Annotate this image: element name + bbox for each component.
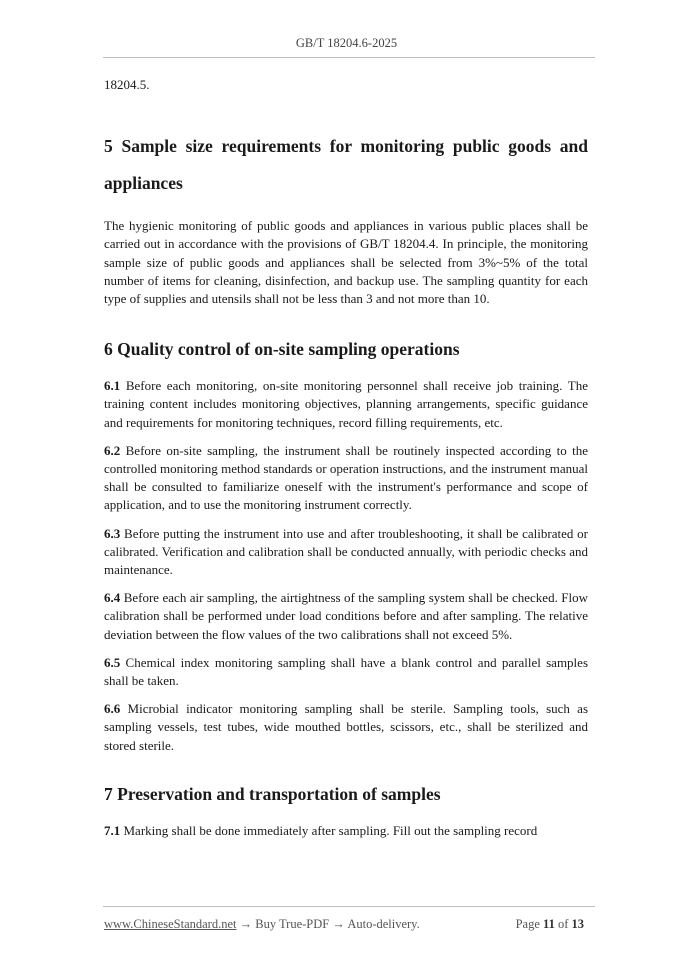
clause-text: Microbial indicator monitoring sampling shall be sterile. Sampling tools, such as sampling vessels, test tubes, wide mouthed bottles, scissors, etc., shall be sterilized and stored sterile.: [104, 701, 589, 753]
clause-text: Before on-site sampling, the instrument shall be routinely inspected according to the controlled monitoring method standards or operation instructions, and the instrument manual shall be consulted to familiarize oneself with the instrument's performance and scope of application, and to use the monitoring instrument correctly.: [104, 442, 588, 513]
clause-6-3: [104, 525, 588, 580]
clause-6-1: [104, 377, 588, 432]
total-pages-number: 13: [571, 917, 584, 931]
clause-6-4: [104, 589, 588, 644]
page-label: Page: [515, 917, 540, 931]
footer-promo: [104, 917, 420, 932]
clause-number: 6.6: [104, 701, 121, 717]
clause-text: Before each air sampling, the airtightness of the sampling system shall be checked. Flow calibration shall be performed under load conditions before and after sampling. The relative deviation between the flow values of the two calibrations shall not exceed 5%.: [104, 590, 588, 642]
clause-6-2: [104, 442, 588, 515]
buy-pdf-link[interactable]: Buy True-PDF: [255, 917, 330, 931]
header-divider: [103, 57, 595, 58]
website-link[interactable]: www.ChineseStandard.net: [104, 917, 237, 931]
document-code: GB/T 18204.6-2025: [295, 36, 398, 50]
arrow-icon: →: [332, 917, 345, 931]
clause-text: Marking shall be done immediately after sampling. Fill out the sampling record: [123, 822, 538, 838]
section-7-heading: 7 Preservation and transportation of samples: [104, 783, 441, 804]
clause-number: 7.1: [104, 822, 121, 838]
clause-text: Chemical index monitoring sampling shall have a blank control and parallel samples shall be taken.: [104, 654, 589, 689]
clause-7-1: [104, 822, 588, 840]
of-label: of: [557, 917, 569, 931]
clause-text: Before each monitoring, on-site monitoring personnel shall receive job training. The training content includes monitoring objectives, planning arrangements, specific guidance and requirements for monitoring techniques, record filling requirements, etc.: [104, 378, 589, 430]
clause-number: 6.1: [104, 378, 121, 394]
page-indicator: [516, 917, 584, 932]
page-body: [104, 76, 588, 840]
clause-number: 6.2: [104, 442, 121, 458]
clause-number: 6.4: [104, 590, 121, 606]
section-5-paragraph: The hygienic monitoring of public goods and appliances in various public places shall be carried out in accordance with the provisions of GB/T 18204.4. In principle, the monitoring sample size of public goods and appliances shall be selected from 3%~5% of the total number of items for cleaning, disinfection, and backup use. The sampling quantity for each type of supplies and utensils shall not be less than 3 and not more than 10.: [104, 218, 588, 307]
auto-delivery-text: Auto-delivery.: [347, 917, 420, 931]
footer-divider: [103, 906, 595, 907]
clause-6-6: [104, 700, 588, 755]
current-page-number: 11: [543, 917, 555, 931]
clause-number: 6.3: [104, 525, 121, 541]
clause-number: 6.5: [104, 654, 121, 670]
clause-6-5: [104, 654, 588, 690]
clause-text: Before putting the instrument into use and after troubleshooting, it shall be calibrated or calibrated. Verification and calibration shall be conducted annually, with periodic checks and maintenance.: [104, 525, 588, 578]
carryover-text: 18204.5.: [104, 77, 150, 92]
arrow-icon: →: [239, 917, 253, 931]
section-5-heading: 5 Sample size requirements for monitoring public goods and appliances: [104, 136, 588, 194]
section-6-heading: 6 Quality control of on-site sampling operations: [104, 339, 460, 360]
page-header: [0, 36, 693, 51]
